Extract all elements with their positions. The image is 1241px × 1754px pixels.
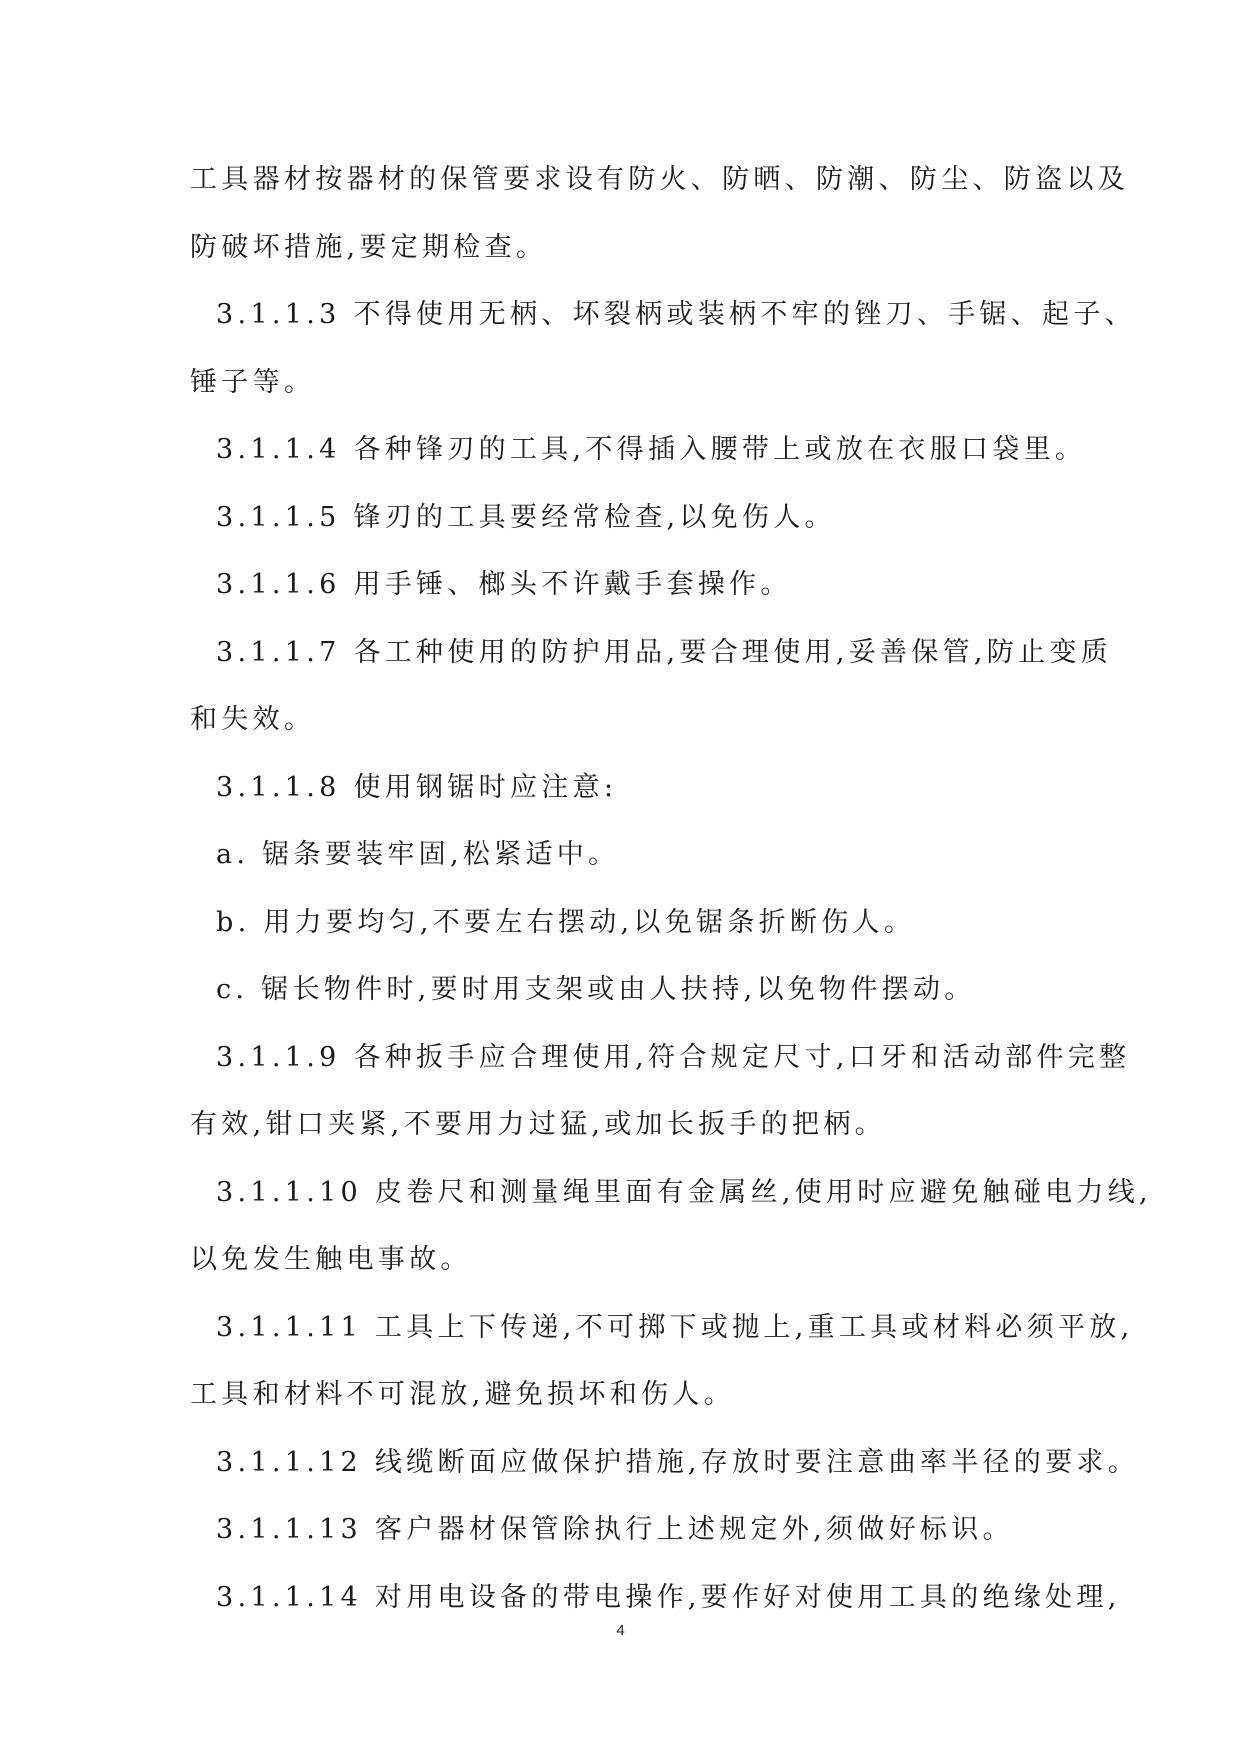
- clause-3-1-1-7: 3.1.1.7 各工种使用的防护用品,要合理使用,妥善保管,防止变质: [216, 636, 1112, 668]
- page-number: 4: [616, 1622, 625, 1639]
- clause-3-1-1-6: 3.1.1.6 用手锤、榔头不许戴手套操作。: [216, 569, 792, 600]
- text-line: 和失效。: [190, 704, 316, 735]
- text-line: 工具器材按器材的保管要求设有防火、防晒、防潮、防尘、防盗以及: [190, 164, 1129, 195]
- clause-3-1-1-12: 3.1.1.12 线缆断面应做保护措施,存放时要注意曲率半径的要求。: [216, 1446, 1140, 1478]
- clause-3-1-1-4: 3.1.1.4 各种锋刃的工具,不得插入腰带上或放在衣服口袋里。: [216, 434, 1087, 465]
- text-line: 工具和材料不可混放,避免损坏和伤人。: [190, 1379, 735, 1410]
- clause-3-1-1-8: 3.1.1.8 使用钢锯时应注意:: [216, 771, 618, 803]
- clause-3-1-1-9: 3.1.1.9 各种扳手应合理使用,符合规定尺寸,口牙和活动部件完整: [216, 1041, 1131, 1073]
- clause-3-1-1-11: 3.1.1.11 工具上下传递,不可掷下或抛上,重工具或材料必须平放,: [216, 1311, 1134, 1343]
- text-line: 防破坏措施,要定期检查。: [190, 231, 548, 263]
- list-item-c: c. 锯长物件时,要时用支架或由人扶持,以免物件摆动。: [216, 974, 976, 1005]
- clause-3-1-1-10: 3.1.1.10 皮卷尺和测量绳里面有金属丝,使用时应避免触碰电力线,: [216, 1176, 1152, 1208]
- clause-3-1-1-5: 3.1.1.5 锋刃的工具要经常检查,以免伤人。: [216, 501, 836, 533]
- clause-3-1-1-13: 3.1.1.13 客户器材保管除执行上述规定外,须做好标识。: [216, 1514, 1014, 1545]
- text-line: 锤子等。: [190, 366, 316, 398]
- clause-3-1-1-3: 3.1.1.3 不得使用无柄、坏裂柄或装柄不牢的锉刀、手锯、起子、: [216, 299, 1136, 330]
- clause-3-1-1-14: 3.1.1.14 对用电设备的带电操作,要作好对使用工具的绝缘处理,: [216, 1581, 1121, 1613]
- list-item-a: a. 锯条要装牢固,松紧适中。: [216, 839, 620, 870]
- list-item-b: b. 用力要均匀,不要左右摆动,以免锯条折断伤人。: [216, 906, 916, 938]
- text-line: 有效,钳口夹紧,不要用力过猛,或加长扳手的把柄。: [190, 1109, 886, 1140]
- document-body: [190, 160, 1152, 1645]
- text-line: 以免发生触电事故。: [190, 1244, 472, 1275]
